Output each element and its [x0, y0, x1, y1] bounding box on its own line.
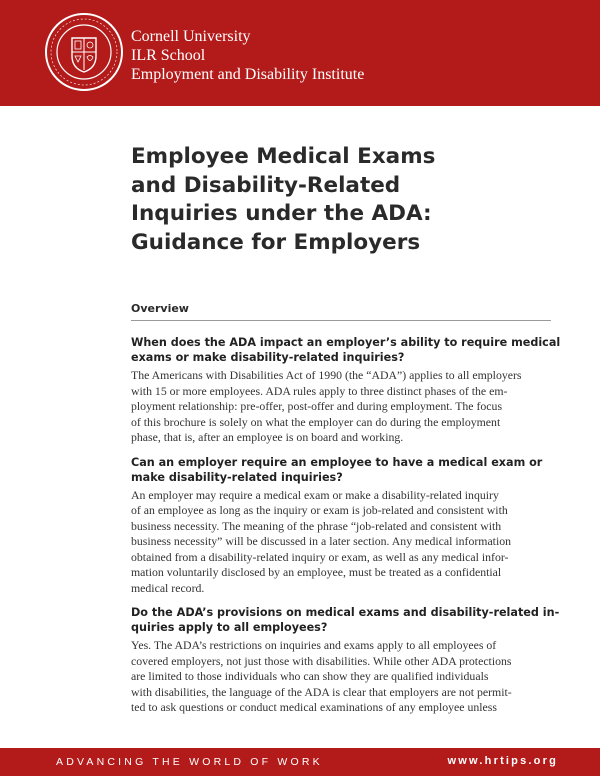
- org-line-university: Cornell University: [131, 28, 251, 45]
- header-banner: [0, 0, 600, 106]
- paragraph-line: business necessity. The meaning of the phrase “job-related and consistent with: [131, 518, 502, 533]
- question-heading: [131, 605, 561, 635]
- question-line: exams or make disability-related inquiries?: [131, 351, 405, 364]
- question-heading: [131, 455, 561, 485]
- paragraph-line: mation voluntarily disclosed by an employee, must be treated as a confidential: [131, 565, 502, 579]
- answer-paragraph: [131, 368, 561, 446]
- org-name: [131, 27, 364, 84]
- question-line: Do the ADA’s provisions on medical exams and disability-related in-: [131, 606, 560, 619]
- question-line: quiries apply to all employees?: [131, 621, 328, 634]
- footer-website-link[interactable]: www.hrtips.org: [447, 755, 558, 767]
- org-line-institute: Employment and Disability Institute: [131, 66, 365, 83]
- title-line: Inquiries under the ADA:: [131, 201, 432, 226]
- question-heading: [131, 335, 561, 365]
- paragraph-line: of an employee as long as the inquiry or exam is job-related and consistent with: [131, 503, 508, 517]
- document-body: [131, 335, 561, 725]
- paragraph-line: of this brochure is solely on what the employer can do during the employment: [131, 414, 501, 429]
- paragraph-line: Yes. The ADA’s restrictions on inquiries and exams apply to all employees of: [131, 638, 497, 652]
- paragraph-line: phase, that is, after an employee is on board and working.: [131, 430, 404, 444]
- paragraph-line: obtained from a disability-related inquiry or exam, as well as any medical infor-: [131, 549, 509, 564]
- answer-paragraph: [131, 638, 561, 716]
- title-line: and Disability-Related: [131, 172, 401, 198]
- question-line: Can an employer require an employee to have a medical exam or: [131, 455, 543, 469]
- overview-heading: Overview: [131, 302, 189, 315]
- document-title: [131, 143, 551, 257]
- title-line: Employee Medical Exams: [131, 144, 436, 169]
- question-line: When does the ADA impact an employer’s ability to require medical: [131, 336, 561, 349]
- paragraph-line: covered employers, not just those with disabilities. While other ADA protections: [131, 653, 512, 668]
- org-line-school: ILR School: [131, 47, 206, 64]
- footer-banner: [0, 748, 600, 776]
- paragraph-line: are limited to those individuals who can show they are qualified individuals: [131, 669, 489, 683]
- section-divider: [131, 320, 551, 321]
- paragraph-line: ted to ask questions or conduct medical examinations of any employee unless: [131, 700, 497, 714]
- paragraph-line: medical record.: [131, 580, 205, 595]
- paragraph-line: The Americans with Disabilities Act of 1990 (the “ADA”) applies to all employers: [131, 368, 522, 382]
- paragraph-line: with disabilities, the language of the ADA is clear that employers are not permit-: [131, 684, 512, 699]
- paragraph-line: ployment relationship: pre-offer, post-offer and during employment. The focus: [131, 399, 503, 413]
- cornell-seal-icon: [44, 12, 124, 92]
- answer-paragraph: [131, 488, 561, 597]
- footer-tagline: ADVANCING THE WORLD OF WORK: [56, 756, 323, 768]
- title-line: Guidance for Employers: [131, 229, 421, 255]
- question-line: make disability-related inquiries?: [131, 470, 343, 484]
- paragraph-line: business necessity” will be discussed in a later section. Any medical information: [131, 534, 512, 548]
- paragraph-line: An employer may require a medical exam or make a disability-related inquiry: [131, 487, 499, 502]
- paragraph-line: with 15 or more employees. ADA rules apply to three distinct phases of the em-: [131, 383, 508, 398]
